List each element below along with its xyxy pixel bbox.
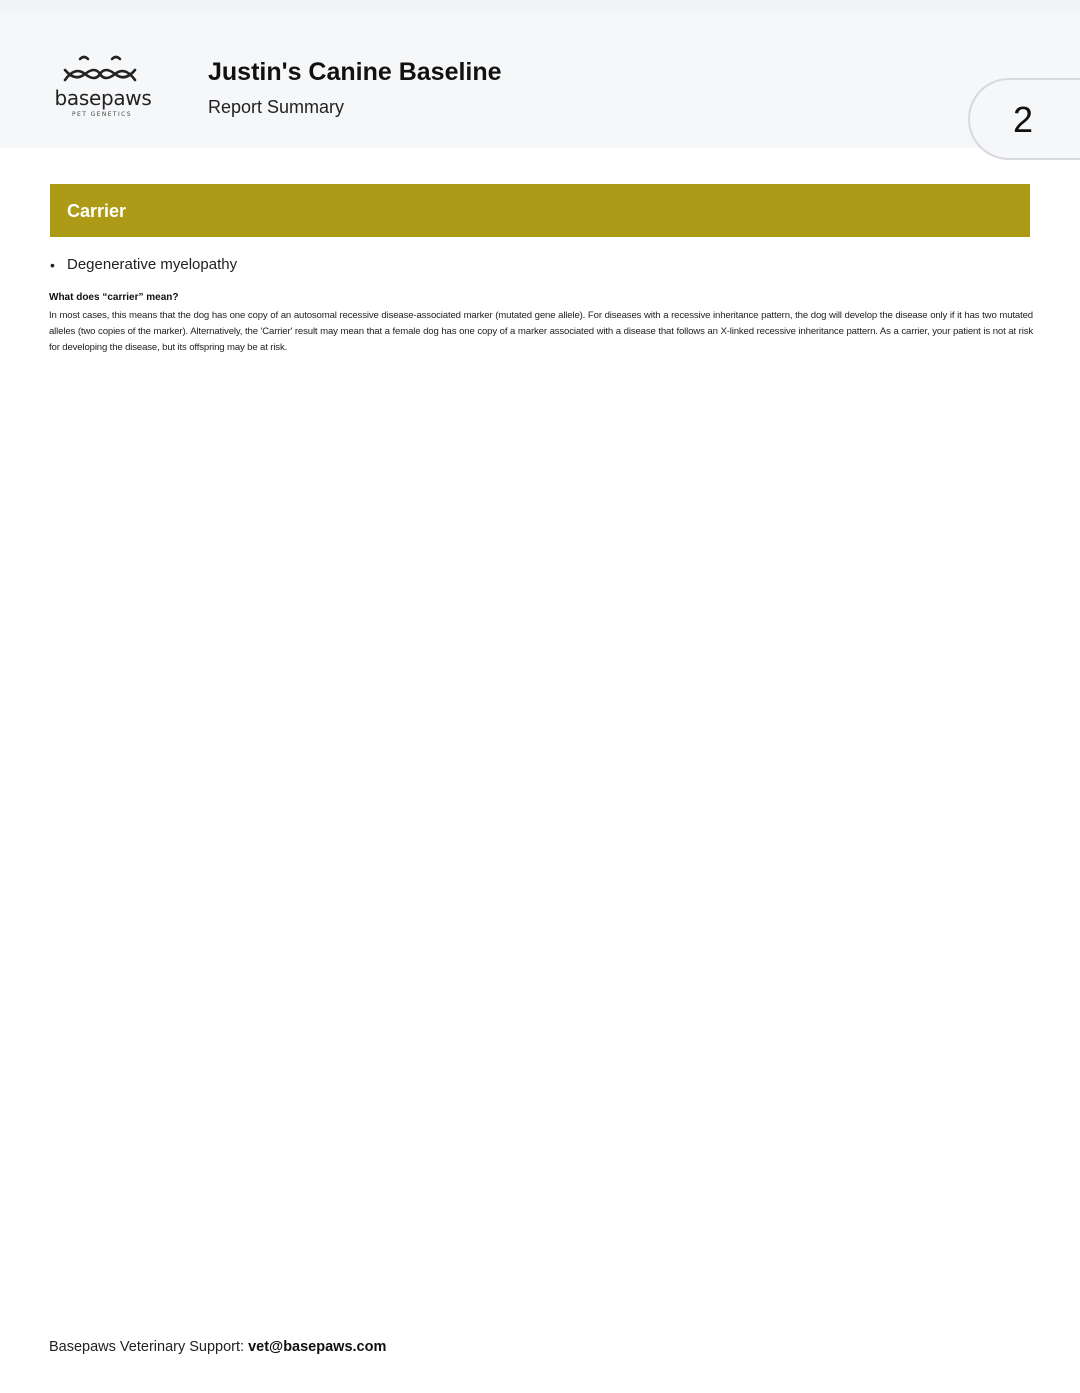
support-label: Basepaws Veterinary Support: [49, 1339, 249, 1355]
support-email-link[interactable]: vet@basepaws.com [248, 1339, 387, 1355]
basepaws-logo [46, 50, 158, 122]
logo-tagline: PET GENETICS [72, 111, 132, 118]
explanation-heading: What does “carrier” mean? [49, 292, 179, 303]
section-title: Carrier [67, 201, 127, 221]
list-item [50, 255, 237, 275]
basepaws-cat-face-logo-icon [60, 52, 140, 86]
page-number: 2 [1012, 99, 1034, 140]
header-top-strip [0, 0, 1080, 12]
bullet-marker: • [50, 257, 55, 273]
logo-wordmark: basepaws [54, 86, 152, 110]
report-header [0, 0, 1080, 148]
report-title: Justin's Canine Baseline [208, 58, 502, 86]
report-subtitle: Report Summary [208, 97, 345, 117]
carrier-results-list [50, 255, 237, 275]
support-footer [49, 1337, 386, 1357]
carrier-section-banner [50, 184, 1030, 237]
explanation-paragraph: In most cases, this means that the dog has one copy of an autosomal recessive disease-associated marker (mutated gene allele). For diseases with a recessive inheritance pattern, the dog will develop the disease only if it has two mutated alleles (two copies of the marker). Alternatively, the 'Carrier' result may mean that a female dog has one copy of a marker associated with a disease that follows an X-linked recessive inheritance pattern. As a carrier, your patient is not at risk for developing the disease, but its offspring may be at risk. [49, 310, 1033, 353]
result-label: Degenerative myelopathy [67, 256, 238, 273]
